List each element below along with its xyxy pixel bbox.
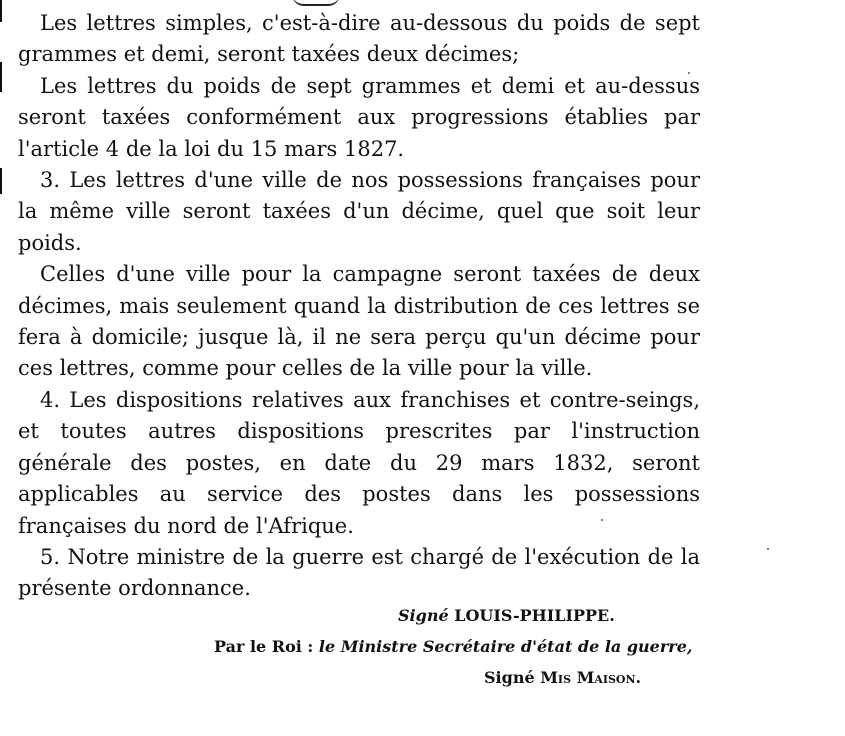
signature-minister [484, 668, 641, 687]
cropped-heading-fragment [292, 0, 340, 6]
signature-countersign [214, 637, 692, 656]
minister-name: Mis Maison. [540, 668, 642, 687]
king-name: LOUIS-PHILIPPE. [454, 606, 615, 625]
paragraph-article-4: 4. Les dispositions relatives aux franchises et contre-seings, et toutes autres dispositions prescrites par l'instruction générale des postes, en date du 29 mars 1832, seront applicables au service des postes dans les possessions françaises du nord de l'Afrique. [18, 387, 700, 538]
minister-title: le Ministre Secrétaire d'état de la guerre, [318, 637, 693, 656]
signe-label: Signé [398, 606, 449, 625]
signe-label-minister: Signé [484, 668, 535, 687]
paragraph-article-5: 5. Notre ministre de la guerre est chargé de l'exécution de la présente ordonnance. [18, 544, 700, 601]
paragraph-heavy-letters: Les lettres du poids de sept grammes et demi et au-dessus seront taxées conformément aux progressions établies par l'article 4 de la loi du 15 mars 1827. [18, 73, 700, 161]
paragraph-simple-letters: Les lettres simples, c'est-à-dire au-dessous du poids de sept grammes et demi, seront taxées deux décimes; [18, 11, 700, 67]
page-edge-mark [0, 62, 2, 92]
signature-king [398, 606, 615, 625]
paragraph-article-3: 3. Les lettres d'une ville de nos possessions françaises pour la même ville seront taxées d'un décime, quel que soit leur poids. [18, 168, 700, 255]
paper-speck [601, 519, 603, 521]
page-edge-mark [0, 168, 2, 194]
page-edge-mark [0, 0, 2, 22]
paper-speck [688, 72, 690, 74]
ordinance-text [18, 8, 700, 605]
paragraph-countryside-letters: Celles d'une ville pour la campagne seront taxées de deux décimes, mais seulement quand la distribution de ces lettres se fera à domicile; jusque là, il ne sera perçu qu'un décime pour ces lettres, comme pour celles de la ville pour la ville. [18, 262, 700, 381]
paper-speck [767, 548, 769, 550]
par-le-roi: Par le Roi : [214, 637, 314, 656]
